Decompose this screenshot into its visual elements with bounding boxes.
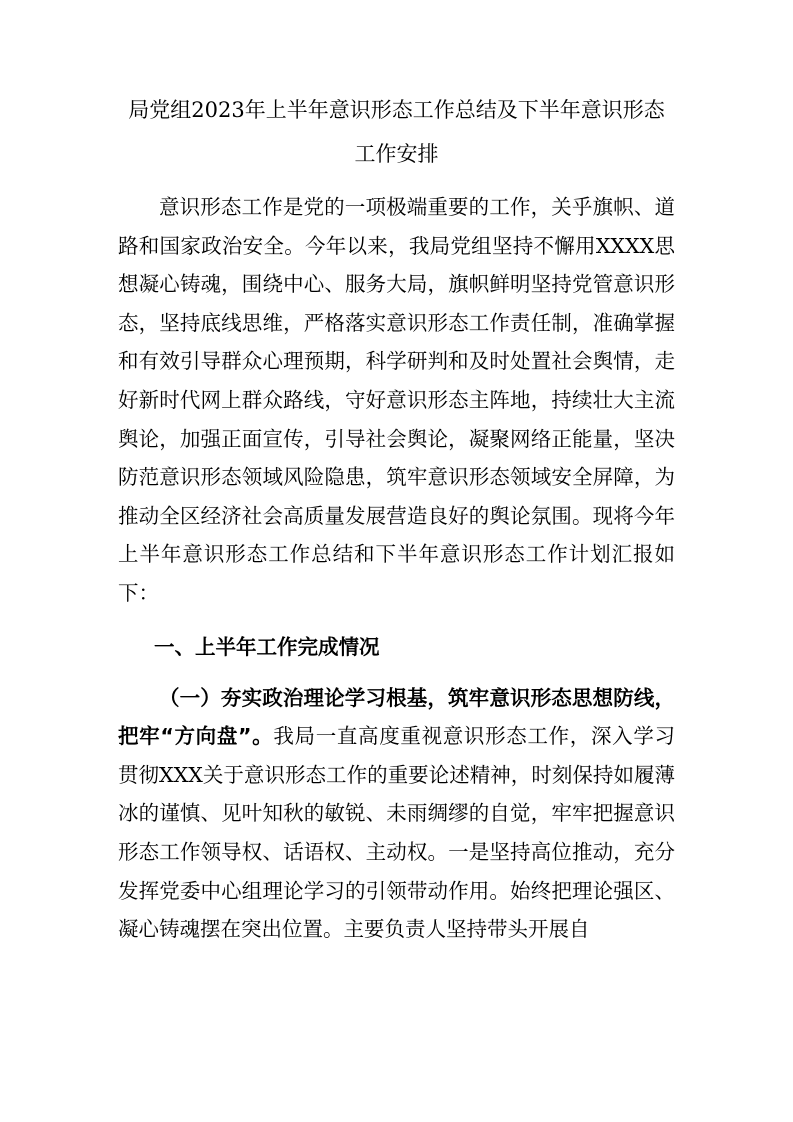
document-title-line-2: 工作安排	[354, 142, 439, 166]
subsection-body-1: 我局一直高度重视意识形态工作，深入学习贯彻XXX关于意识形态工作的重要论述精神，时刻保持如履薄冰的谨慎、见叶知秋的敏锐、未雨绸缪的自觉，牢牢把握意识形态工作领导权、话语权、主动权。一是坚持高位推动，充分发挥党委中心组理论学习的引领带动作用。始终把理论强区、凝心铸魂摆在突出位置。主要负责人坚持带头开展自	[118, 724, 676, 942]
subsection-heading-1: （一）夯实政治理论学习根基，筑牢意识形态思想防线，把牢“方向盘”。	[118, 685, 675, 749]
document-title-line-1: 局党组2023年上半年意识形态工作总结及下半年意识形态	[128, 98, 665, 122]
document-title	[118, 88, 675, 176]
intro-paragraph: 意识形态工作是党的一项极端重要的工作，关乎旗帜、道路和国家政治安全。今年以来，我局党组坚持不懈用XXXX思想凝心铸魂，围绕中心、服务大局，旗帜鲜明坚持党管意识形态，坚持底线思维，严格落实意识形态工作责任制，准确掌握和有效引导群众心理预期，科学研判和及时处置社会舆情，走好新时代网上群众路线，守好意识形态主阵地，持续壮大主流舆论，加强正面宣传，引导社会舆论，凝聚网络正能量，坚决防范意识形态领域风险隐患，筑牢意识形态领域安全屏障，为推动全区经济社会高质量发展营造良好的舆论氛围。现将今年上半年意识形态工作总结和下半年意识形态工作计划汇报如下：	[118, 195, 675, 605]
section-heading-1: 一、上半年工作完成情况	[154, 634, 380, 659]
subsection-paragraph-1	[118, 679, 675, 949]
